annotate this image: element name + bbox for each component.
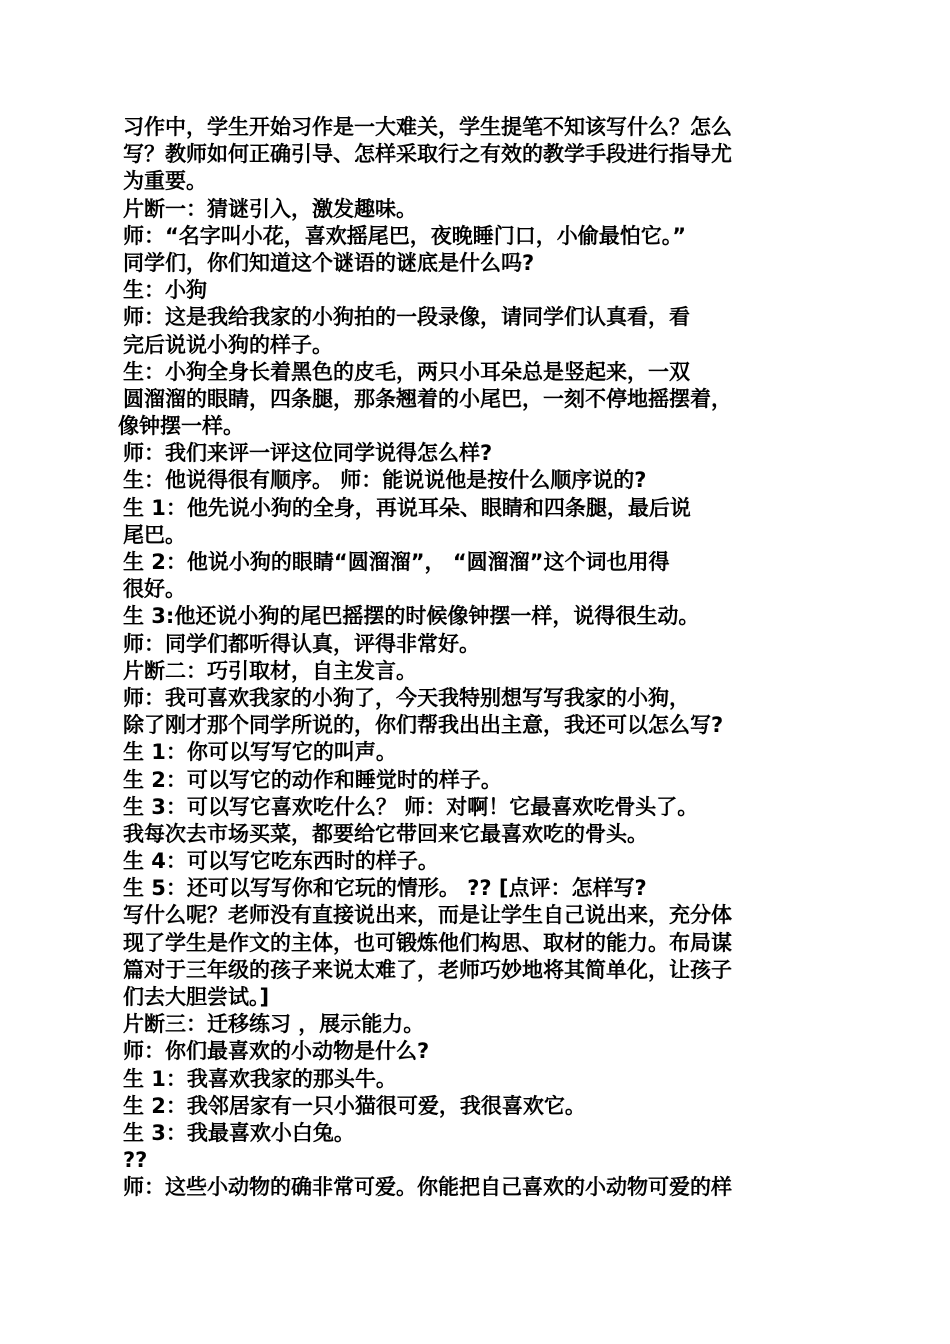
- text-line: 写？教师如何正确引导、怎样采取行之有效的教学手段进行指导尤: [123, 142, 732, 167]
- text-line: 生 2：他说小狗的眼睛“圆溜溜”， “圆溜溜”这个词也用得: [123, 550, 670, 574]
- text-line: 生 1：你可以写写它的叫声。: [123, 740, 397, 765]
- text-line: 生 1：我喜欢我家的那头牛。: [123, 1066, 397, 1091]
- text-line: 生 2：可以写它的动作和睡觉时的样子。: [123, 767, 502, 792]
- text-line: 圆溜溜的眼睛，四条腿，那条翘着的小尾巴，一刻不停地摇摆着，: [123, 386, 732, 411]
- text-line: 生 5：还可以写写你和它玩的情形。 ?? [点评：怎样写?: [123, 876, 647, 901]
- text-line: 师：同学们都听得认真，评得非常好。: [123, 631, 480, 656]
- text-line: 习作中，学生开始习作是一大难关，学生提笔不知该写什么？怎么: [123, 115, 732, 139]
- text-line: 生：他说得很有顺序。 师：能说说他是按什么顺序说的?: [123, 468, 647, 493]
- text-line: 同学们，你们知道这个谜语的谜底是什么吗?: [123, 250, 535, 275]
- text-line: 生：小狗: [123, 278, 207, 303]
- text-line: 篇对于三年级的孩子来说太难了，老师巧妙地将其简单化，让孩子: [123, 957, 732, 982]
- text-line: 现了学生是作文的主体，也可锻炼他们构思、取材的能力。布局谋: [123, 930, 732, 955]
- text-line: 生 3:他还说小狗的尾巴摇摆的时候像钟摆一样，说得很生动。: [123, 604, 700, 629]
- text-line: 师：这是我给我家的小狗拍的一段录像，请同学们认真看，看: [123, 305, 690, 330]
- text-line: 除了刚才那个同学所说的，你们帮我出出主意，我还可以怎么写?: [123, 713, 724, 738]
- text-line: 尾巴。: [123, 522, 186, 547]
- text-line: 师：我可喜欢我家的小狗了，今天我特别想写写我家的小狗，: [123, 685, 690, 710]
- text-line: 生 3：可以写它喜欢吃什么？ 师：对啊！它最喜欢吃骨头了。: [123, 794, 699, 819]
- text-line: 们去大胆尝试。]: [123, 985, 270, 1009]
- text-line: 完后说说小狗的样子。: [123, 332, 333, 357]
- text-line: 我每次去市场买菜，都要给它带回来它最喜欢吃的骨头。: [123, 821, 648, 846]
- section-heading: 片断二：巧引取材，自主发言。: [123, 658, 417, 683]
- text-line: 生 1：他先说小狗的全身，再说耳朵、眼睛和四条腿，最后说: [123, 495, 691, 520]
- text-line: ??: [123, 1148, 148, 1173]
- text-line: 像钟摆一样。: [118, 414, 244, 439]
- text-line: 师：“名字叫小花，喜欢摇尾巴，夜晚睡门口，小偷最怕它。”: [123, 223, 687, 248]
- text-line: 为重要。: [123, 169, 207, 194]
- document-body: [118, 114, 830, 1202]
- text-line: 师：这些小动物的确非常可爱。你能把自己喜欢的小动物可爱的样: [123, 1175, 732, 1200]
- text-line: 生 3：我最喜欢小白兔。: [123, 1120, 355, 1145]
- text-line: 写什么呢？老师没有直接说出来，而是让学生自己说出来，充分体: [123, 903, 732, 928]
- text-line: 生 4：可以写它吃东西时的样子。: [123, 849, 439, 874]
- text-line: 师：我们来评一评这位同学说得怎么样?: [123, 441, 493, 466]
- section-heading: 片断一：猜谜引入，激发趣味。: [123, 196, 417, 221]
- text-line: 师：你们最喜欢的小动物是什么?: [123, 1039, 430, 1064]
- text-line: 生：小狗全身长着黑色的皮毛，两只小耳朵总是竖起来，一双: [123, 359, 690, 384]
- section-heading: 片断三：迁移练习 ，展示能力。: [123, 1012, 425, 1037]
- text-line: 很好。: [123, 577, 186, 602]
- text-line: 生 2：我邻居家有一只小猫很可爱，我很喜欢它。: [123, 1093, 586, 1118]
